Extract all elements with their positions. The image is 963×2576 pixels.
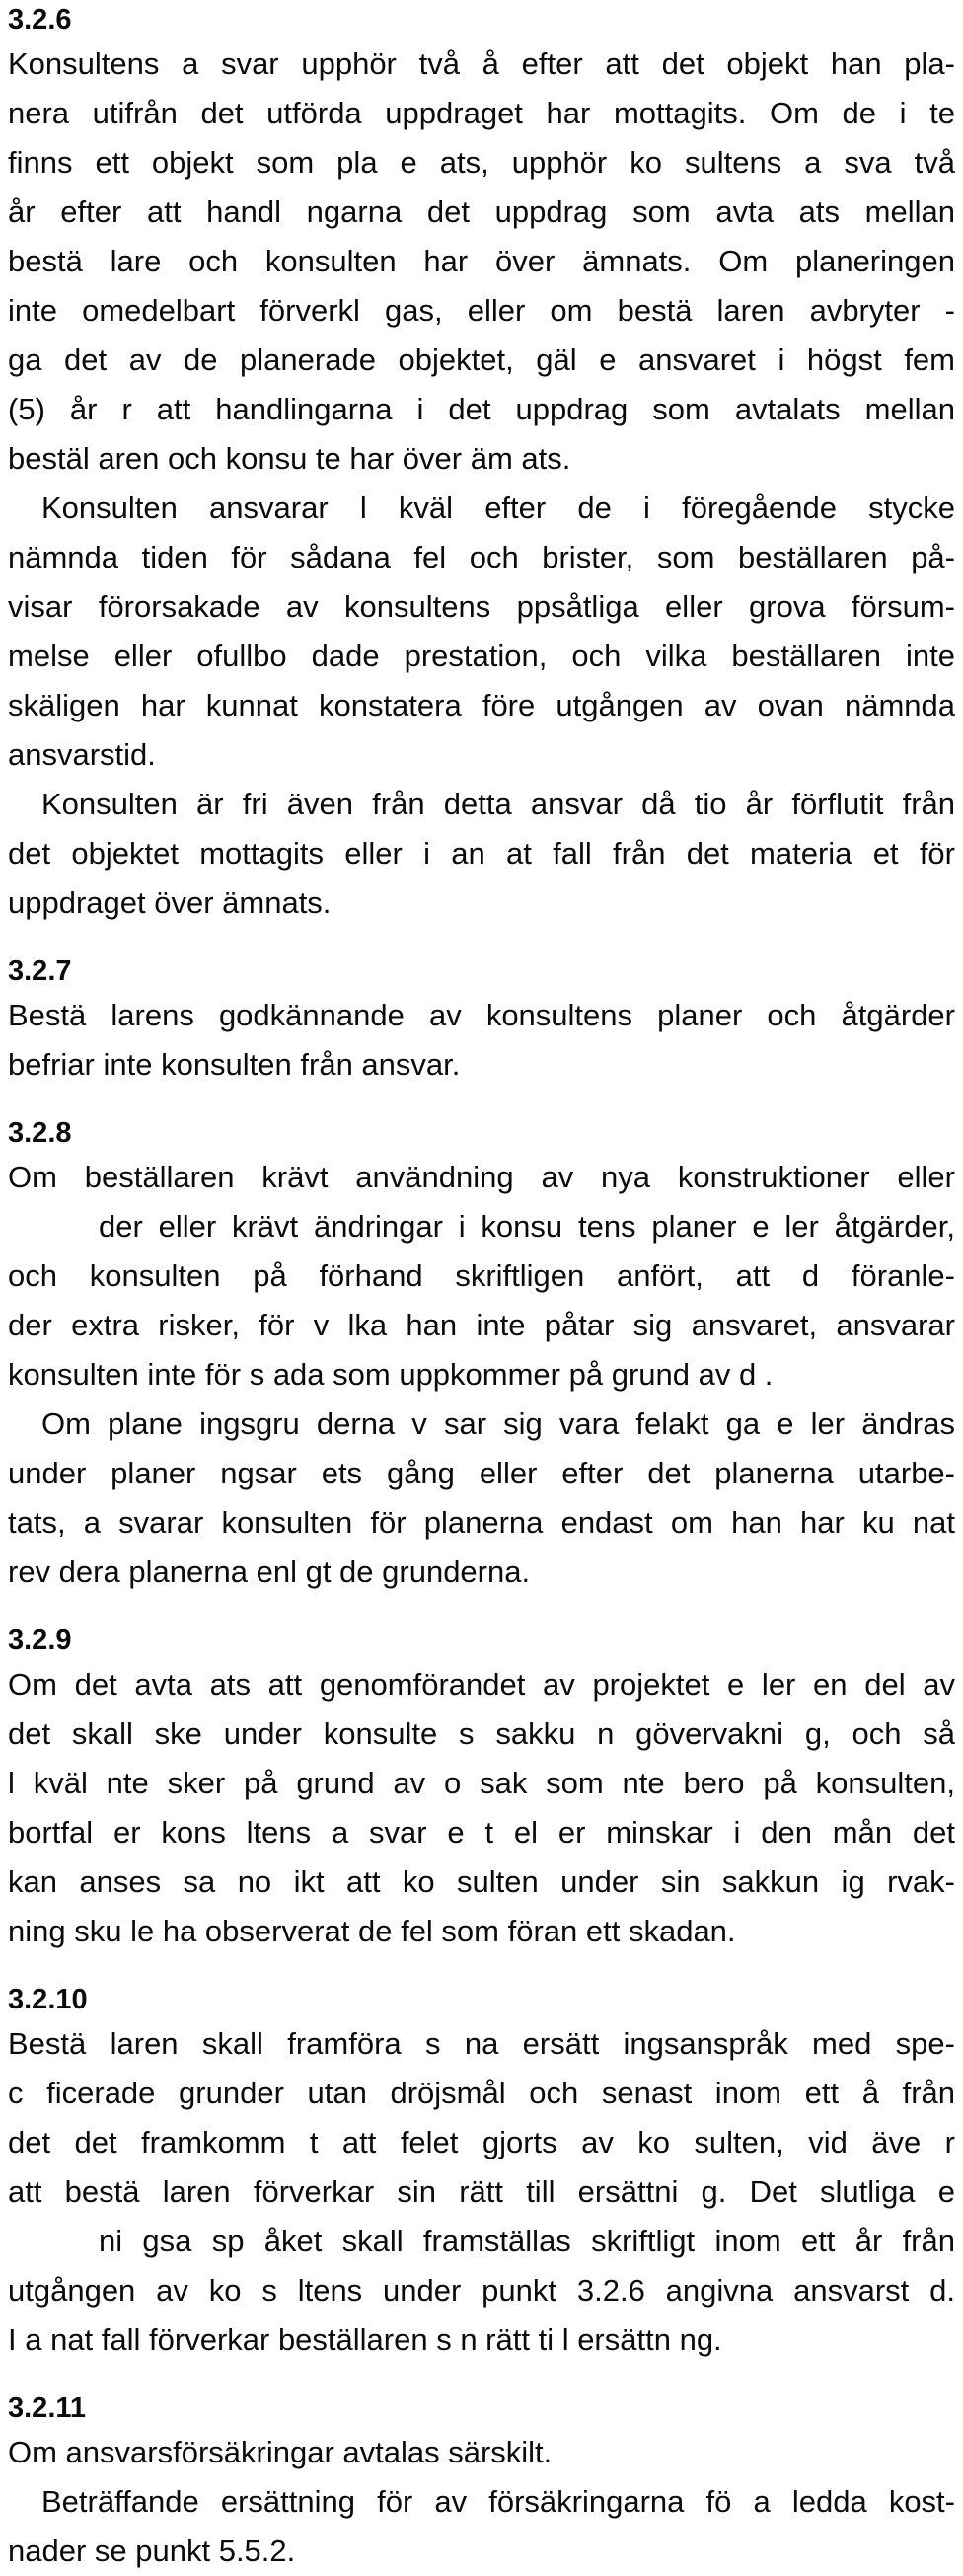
text-line: rev dera planerna enl gt de grunderna. [8,1554,531,1589]
text-line: Om det avta ats att genomförandet av projektet e ler en del av [8,1667,955,1702]
text-line: utgången av ko s ltens under punkt 3.2.6 angivna ansvarst d. [8,2273,955,2308]
section-number: 3.2.11 [8,2392,87,2424]
text-line: inte omedelbart förverkl gas, eller om bestä laren avbryter - [8,293,955,328]
section-number: 3.2.9 [8,1625,72,1656]
text-line: ni gsa sp åket skall framställas skriftligt inom ett år från [99,2224,955,2258]
text-line: (5) år r att handlingarna i det uppdrag som avtalats mellan [8,392,955,426]
section-3-2-6 [8,0,955,928]
text-line: konsulten inte för s ada som uppkommer på grund av d . [8,1357,774,1392]
section-3-2-8 [8,1113,955,1597]
text-line: det skall ske under konsulte s sakku n gövervakni g, och så [8,1716,955,1751]
document-page [8,0,955,2576]
text-line: år efter att handl ngarna det uppdrag som avta ats mellan [8,194,955,229]
text-line: bestä lare och konsulten har över ämnats. Om planeringen [8,244,955,278]
text-line: bortfal er kons ltens a svar e t el er minskar i den mån det [8,1815,955,1850]
text-line: befriar inte konsulten från ansvar. [8,1047,461,1082]
section-3-2-10 [8,1980,955,2365]
text-line: Om ansvarsförsäkringar avtalas särskilt. [8,2435,553,2469]
section-3-2-7 [8,951,955,1090]
text-line: kan anses sa no ikt att ko sulten under sin sakkun ig rvak- [8,1864,955,1899]
text-line: nader se punkt 5.5.2. [8,2534,296,2568]
text-line: nera utifrån det utförda uppdraget har mottagits. Om de i te [8,96,955,130]
section-3-2-9 [8,1621,955,1956]
section-number: 3.2.6 [8,4,72,36]
text-line: visar förorsakade av konsultens ppsåtliga eller grova försum- [8,589,955,624]
text-line: under planer ngsar ets gång eller efter det planerna utarbe- [8,1456,955,1490]
text-line: c ficerade grunder utan dröjsmål och senast inom ett å från [8,2076,955,2110]
text-line: skäligen har kunnat konstatera före utgången av ovan nämnda [8,688,955,722]
text-line: det objektet mottagits eller i an at fall från det materia et för [8,836,955,871]
text-line: Konsulten ansvarar l kväl efter de i föregående stycke [41,491,955,525]
text-line: ansvarstid. [8,737,156,772]
text-line: nämnda tiden för sådana fel och brister, som beställaren på- [8,540,955,574]
text-line: Beträffande ersättning för av försäkringarna fö a ledda kost- [41,2484,955,2519]
text-line: det det framkomm t att felet gjorts av ko sulten, vid äve r [8,2125,955,2159]
text-line: att bestä laren förverkar sin rätt till ersättni g. Det slutliga e [8,2174,955,2209]
text-line: Om plane ingsgru derna v sar sig vara felakt ga e ler ändras [41,1406,955,1441]
text-line: uppdraget över ämnats. [8,885,332,920]
text-line: Bestä larens godkännande av konsultens planer och åtgärder [8,998,955,1032]
text-line: der eller krävt ändringar i konsu tens planer e ler åtgärder, [99,1209,955,1244]
text-line: l kväl nte sker på grund av o sak som nte bero på konsulten, [8,1766,955,1800]
text-line: ning sku le ha observerat de fel som föran ett skadan. [8,1914,736,1948]
text-line: tats, a svarar konsulten för planerna endast om han har ku nat [8,1505,955,1540]
text-line: melse eller ofullbo dade prestation, och vilka beställaren inte [8,639,955,673]
text-line: ga det av de planerade objektet, gäl e ansvaret i högst fem [8,342,955,377]
section-number: 3.2.8 [8,1117,72,1149]
text-line: der extra risker, för v lka han inte påtar sig ansvaret, ansvarar [8,1308,955,1342]
text-line: Konsulten är fri även från detta ansvar då tio år förflutit från [41,787,955,821]
section-number: 3.2.10 [8,1984,88,2015]
text-line: Om beställaren krävt användning av nya konstruktioner eller [8,1160,955,1194]
section-number: 3.2.7 [8,955,72,987]
text-line: och konsulten på förhand skriftligen anfört, att d föranle- [8,1258,955,1293]
section-3-2-11 [8,2388,955,2576]
text-line: Konsultens a svar upphör två å efter att det objekt han pla- [8,46,955,81]
text-line: bestäl aren och konsu te har över äm ats. [8,441,571,476]
text-line: finns ett objekt som pla e ats, upphör ko sultens a sva två [8,145,955,180]
text-line: I a nat fall förverkar beställaren s n rätt ti l ersättn ng. [8,2322,722,2357]
text-line: Bestä laren skall framföra s na ersätt ingsanspråk med spe- [8,2026,955,2061]
